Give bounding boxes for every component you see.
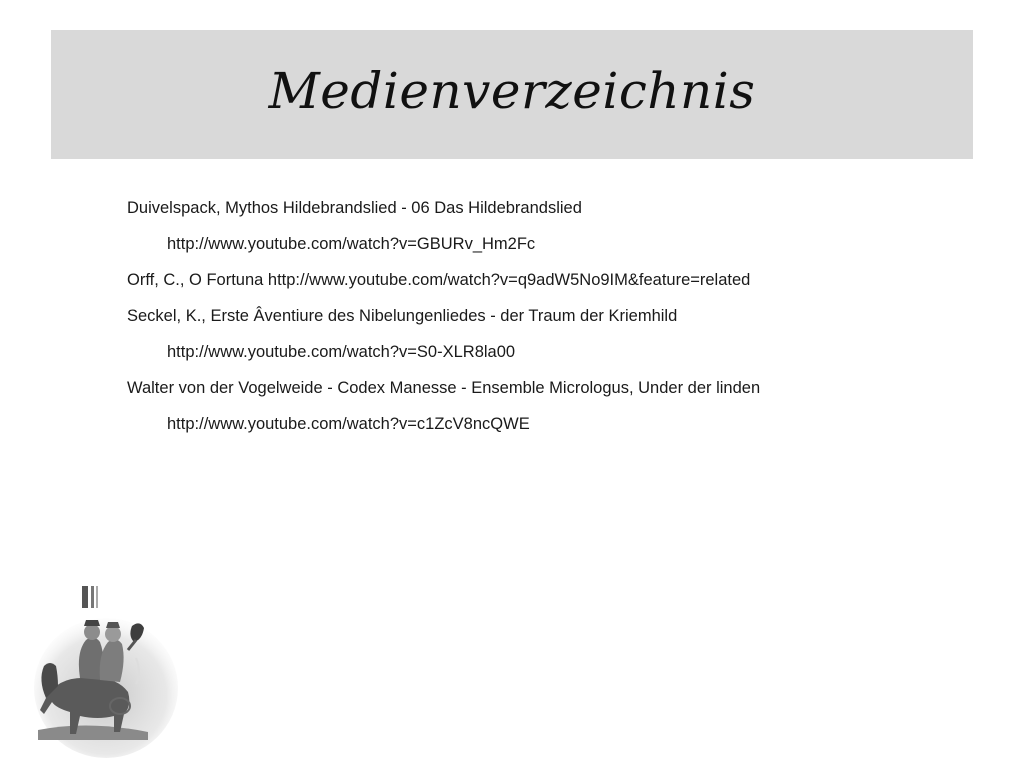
reference-line: Seckel, K., Erste Âventiure des Nibelungenliedes - der Traum der Kriemhild	[127, 307, 678, 325]
reference-url[interactable]: http://www.youtube.com/watch?v=GBURv_Hm2Fc	[167, 235, 536, 253]
title-band	[51, 30, 973, 159]
reference-line: Walter von der Vogelweide - Codex Manesse - Ensemble Micrologus, Under der linden	[127, 379, 761, 397]
reference-url[interactable]: http://www.youtube.com/watch?v=c1ZcV8ncQWE	[167, 415, 530, 433]
reference-list	[127, 195, 987, 447]
codex-manesse-miniature-icon	[28, 580, 178, 760]
slide-title: Medienverzeichnis	[268, 61, 756, 120]
reference-line: Orff, C., O Fortuna http://www.youtube.com/watch?v=q9adW5No9IM&feature=related	[127, 271, 751, 289]
reference-url[interactable]: http://www.youtube.com/watch?v=S0-XLR8la00	[167, 343, 516, 361]
reference-line: Duivelspack, Mythos Hildebrandslied - 06 Das Hildebrandslied	[127, 199, 582, 217]
